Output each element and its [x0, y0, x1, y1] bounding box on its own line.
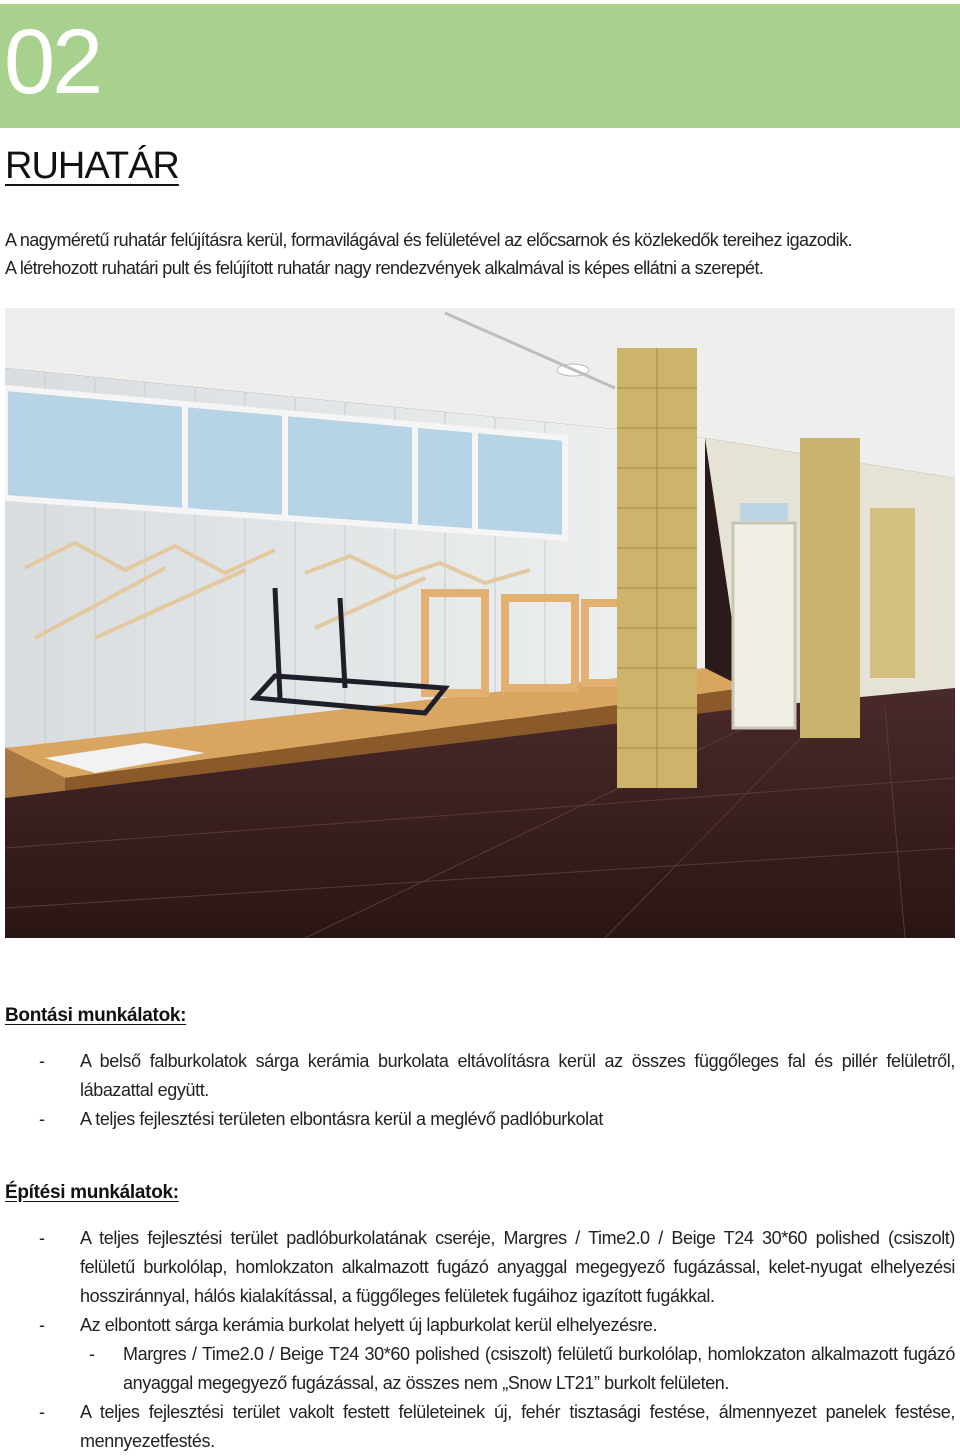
- cloakroom-photo-illustration: [5, 308, 955, 938]
- section-number: 02: [4, 11, 101, 113]
- construction-heading: Építési munkálatok:: [5, 1182, 179, 1203]
- list-item-text: Az elbontott sárga kerámia burkolat helyett új lapburkolat kerül elhelyezésre.: [80, 1315, 658, 1335]
- list-item: [5, 1398, 955, 1456]
- list-dash: -: [89, 1344, 95, 1364]
- list-subitem-text: Margres / Time2.0 / Beige T24 30*60 polished (csiszolt) felületű burkolólap, homlokzaton alkalmazott fugázó anyaggal megegyező fugázással, az összes nem „Snow LT21” burkolt felületen.: [123, 1344, 955, 1393]
- list-dash: -: [39, 1228, 45, 1248]
- list-dash: -: [39, 1051, 45, 1071]
- list-item: [5, 1047, 955, 1105]
- list-subitem: [5, 1340, 955, 1398]
- section-title: RUHATÁR: [5, 145, 179, 187]
- list-dash: -: [39, 1315, 45, 1335]
- list-item: [5, 1105, 955, 1134]
- list-item: [5, 1224, 955, 1311]
- construction-list: [5, 1224, 955, 1456]
- intro-line-2: A létrehozott ruhatári pult és felújított ruhatár nagy rendezvények alkalmával is képes ellátni a szerepét.: [5, 258, 764, 278]
- list-dash: -: [39, 1402, 45, 1422]
- list-item: [5, 1311, 955, 1340]
- list-item-text: A teljes fejlesztési terület padlóburkolatának cseréje, Margres / Time2.0 / Beige T24 30*60 polished (csiszolt) felületű burkolólap, homlokzaton alkalmazott fugázó anyaggal megegyező fugázással, kelet-nyugat elhelyezési hossziránnyal, hálós kialakítással, a függőleges felületek fugáihoz igazított fugákkal.: [80, 1228, 955, 1306]
- cloakroom-photo: [5, 308, 955, 938]
- intro-line-1: A nagyméretű ruhatár felújításra kerül, formavilágával és felületével az előcsarnok és közlekedők tereihez igazodik.: [5, 230, 852, 250]
- demolition-list: [5, 1047, 955, 1134]
- list-item-text: A belső falburkolatok sárga kerámia burkolata eltávolításra kerül az összes függőleges fal és pillér felületről, lábazattal együtt.: [80, 1051, 955, 1100]
- intro-text: [5, 226, 955, 282]
- list-dash: -: [39, 1109, 45, 1129]
- list-item-text: A teljes fejlesztési terület vakolt festett felületeinek új, fehér tisztasági festése, álmennyezet panelek festése, mennyezetfestés.: [80, 1402, 955, 1451]
- demolition-heading: Bontási munkálatok:: [5, 1005, 187, 1026]
- list-item-text: A teljes fejlesztési területen elbontásra kerül a meglévő padlóburkolat: [80, 1109, 603, 1129]
- section-number-banner: [0, 4, 960, 128]
